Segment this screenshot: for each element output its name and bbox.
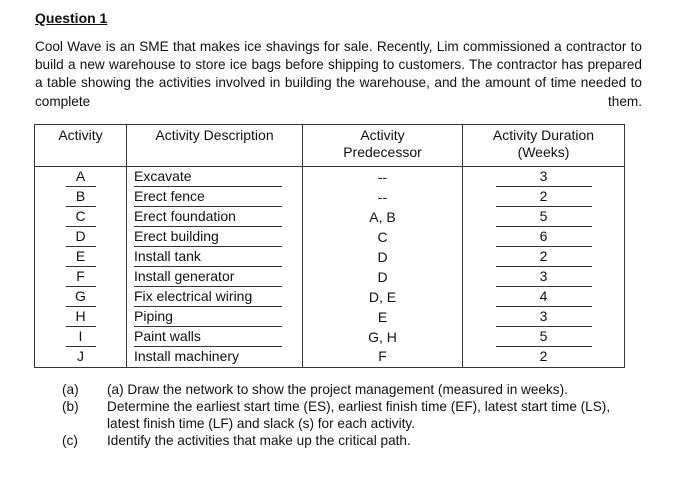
description-cell-text: Piping [134, 307, 282, 327]
header-duration: Activity Duration (Weeks) [463, 125, 625, 167]
description-cell-text: Install machinery [134, 348, 240, 365]
predecessor-cell [303, 287, 463, 307]
question-c-text: Identify the activities that make up the critical path. [107, 433, 411, 448]
duration-cell [463, 307, 625, 327]
question-b-label: (b) [62, 399, 79, 414]
activity-cell-text: E [66, 247, 96, 267]
activity-cell-text: D [66, 227, 96, 247]
activity-cell-text: C [66, 207, 96, 227]
description-cell-text: Fix electrical wiring [134, 287, 282, 307]
question-b-text: Determine the earliest start time (ES), earliest finish time (EF), latest start time (LS), latest finish time (LF) and slack (s) for each activity. [107, 399, 611, 432]
predecessor-cell-text: D, E [368, 288, 397, 305]
duration-cell [463, 347, 625, 367]
activity-cell [35, 267, 127, 287]
duration-cell [463, 227, 625, 247]
activity-cell-text: H [66, 307, 96, 327]
predecessor-cell-text: -- [377, 188, 388, 205]
description-cell [127, 247, 303, 267]
description-cell-text: Install generator [134, 267, 282, 287]
activity-cell [35, 287, 127, 307]
predecessor-cell [303, 247, 463, 267]
table-row [35, 267, 625, 287]
description-cell-text: Erect building [134, 227, 282, 247]
header-activity: Activity [35, 125, 127, 167]
duration-cell-text: 6 [496, 227, 592, 247]
activity-cell [35, 247, 127, 267]
description-cell [127, 187, 303, 207]
description-cell-text: Erect fence [134, 187, 282, 207]
activity-cell-text: J [77, 348, 84, 365]
activity-cell-text: B [66, 187, 96, 207]
duration-cell [463, 167, 625, 188]
predecessor-cell [303, 267, 463, 287]
activity-cell [35, 307, 127, 327]
predecessor-cell-text: D [377, 248, 388, 265]
description-cell [127, 307, 303, 327]
activity-cell [35, 187, 127, 207]
duration-cell-text: 4 [496, 287, 592, 307]
predecessor-cell [303, 227, 463, 247]
duration-cell [463, 247, 625, 267]
description-cell [127, 287, 303, 307]
question-a-text: (a) Draw the network to show the project management (measured in weeks). [107, 382, 568, 397]
description-cell-text: Excavate [134, 167, 282, 187]
question-intro: Cool Wave is an SME that makes ice shavings for sale. Recently, Lim commissioned a contractor to build a new warehouse to store ice bags before shipping to customers. The contractor has prepared a table showing the activities involved in building the warehouse, and the amount of time needed to complete them. [35, 39, 642, 109]
predecessor-cell-text: G, H [368, 328, 397, 345]
predecessor-cell-text: -- [377, 168, 388, 185]
description-cell [127, 207, 303, 227]
predecessor-cell [303, 307, 463, 327]
predecessor-cell [303, 327, 463, 347]
duration-cell [463, 207, 625, 227]
predecessor-cell [303, 347, 463, 367]
question-title: Question 1 [35, 10, 108, 26]
duration-cell [463, 327, 625, 347]
duration-cell-text: 3 [496, 267, 592, 287]
table-row [35, 207, 625, 227]
duration-cell-text: 2 [539, 348, 548, 365]
predecessor-cell-text: F [378, 348, 387, 365]
description-cell-text: Paint walls [134, 327, 282, 347]
predecessor-cell-text: E [377, 308, 388, 325]
table-row [35, 227, 625, 247]
activity-cell-text: F [66, 267, 96, 287]
description-cell [127, 227, 303, 247]
predecessor-cell [303, 167, 463, 188]
predecessor-cell [303, 207, 463, 227]
duration-cell-text: 2 [496, 187, 592, 207]
activity-cell [35, 347, 127, 367]
header-description: Activity Description [127, 125, 303, 167]
table-header-row [35, 125, 625, 167]
table-row [35, 307, 625, 327]
description-cell [127, 167, 303, 188]
table-row [35, 167, 625, 188]
description-cell-text: Erect foundation [134, 207, 282, 227]
table-row [35, 247, 625, 267]
question-c-label: (c) [62, 433, 78, 448]
table-row [35, 327, 625, 347]
predecessor-cell-text: A, B [369, 208, 396, 225]
duration-cell-text: 5 [496, 207, 592, 227]
activity-cell-text: A [66, 167, 96, 187]
table-row [35, 287, 625, 307]
activity-cell [35, 327, 127, 347]
duration-cell [463, 287, 625, 307]
activity-cell [35, 167, 127, 188]
header-predecessor: Activity Predecessor [303, 125, 463, 167]
table-row [35, 187, 625, 207]
description-cell-text: Install tank [134, 247, 282, 267]
activity-cell-text: I [66, 327, 96, 347]
predecessor-cell-text: C [377, 228, 388, 245]
predecessor-cell-text: D [377, 268, 388, 285]
activity-table [34, 124, 625, 368]
question-a-label: (a) [62, 382, 79, 397]
duration-cell-text: 5 [496, 327, 592, 347]
duration-cell-text: 3 [496, 307, 592, 327]
description-cell [127, 267, 303, 287]
activity-cell [35, 207, 127, 227]
predecessor-cell [303, 187, 463, 207]
table-row [35, 347, 625, 367]
duration-cell [463, 267, 625, 287]
duration-cell [463, 187, 625, 207]
description-cell [127, 327, 303, 347]
activity-cell [35, 227, 127, 247]
description-cell [127, 347, 303, 367]
duration-cell-text: 3 [496, 167, 592, 187]
duration-cell-text: 2 [496, 247, 592, 267]
activity-cell-text: G [66, 287, 96, 307]
